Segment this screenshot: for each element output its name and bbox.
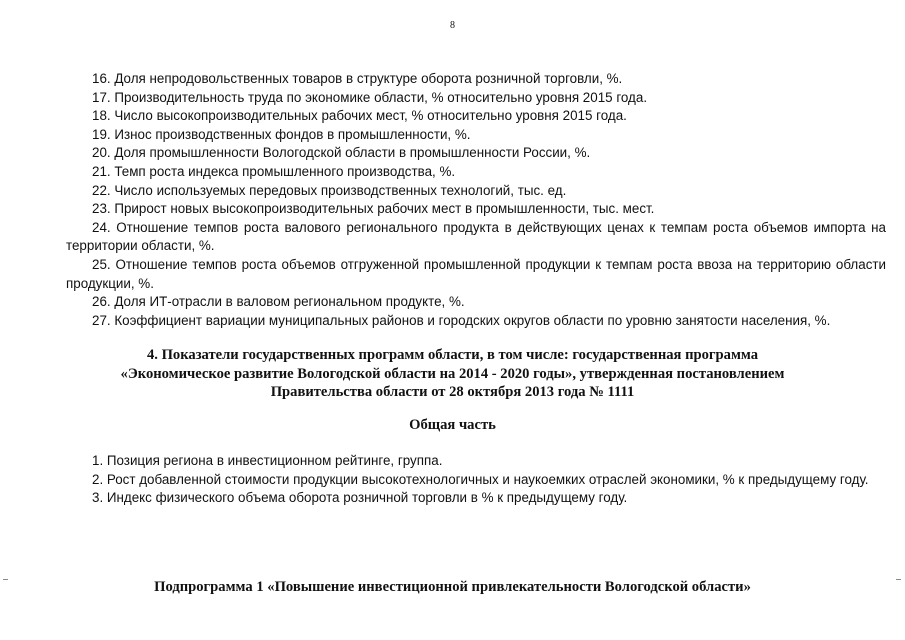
indicators-list	[66, 70, 886, 330]
list-item: 20. Доля промышленности Вологодской области в промышленности России, %.	[92, 145, 591, 161]
list-item: 1. Позиция региона в инвестиционном рейтинге, группа.	[92, 453, 443, 468]
list-item: 3. Индекс физического объема оборота розничной торговли в % к предыдущему году.	[92, 490, 628, 506]
list-item: 27. Коэффициент вариации муниципальных районов и городских округов области по уровню занятости населения, %.	[92, 312, 831, 328]
section-heading-line: «Экономическое развитие Вологодской области на 2014 - 2020 годы», утвержденная постановлением	[120, 365, 785, 382]
list-item: 18. Число высокопроизводительных рабочих мест, % относительно уровня 2015 года.	[92, 108, 627, 124]
list-item: 22. Число используемых передовых производственных технологий, тыс. ед.	[92, 182, 567, 198]
page-number: 8	[450, 20, 455, 31]
list-item: 19. Износ производственных фондов в промышленности, %.	[92, 126, 471, 142]
list-item: 25. Отношение темпов роста объемов отгруженной промышленной продукции к темпам роста ввоза на территорию области продукции, %.	[66, 256, 886, 291]
general-part-list	[66, 452, 886, 508]
list-item: 16. Доля непродовольственных товаров в структуре оборота розничной торговли, %.	[92, 71, 623, 86]
list-item: 2. Рост добавленной стоимости продукции высокотехнологичных и наукоемких отраслей экономики, % к предыдущему году.	[92, 471, 869, 487]
section-heading-line: 4. Показатели государственных программ области, в том числе: государственная программа	[146, 347, 759, 363]
list-item: 17. Производительность труда по экономике области, % относительно уровня 2015 года.	[92, 89, 648, 105]
list-item: 21. Темп роста индекса промышленного производства, %.	[92, 163, 456, 179]
general-part-heading: Общая часть	[409, 417, 496, 433]
list-item: 23. Прирост новых высокопроизводительных рабочих мест в промышленности, тыс. мест.	[92, 201, 655, 217]
section-heading-line: Правительства области от 28 октября 2013 года № 1111	[270, 384, 635, 400]
list-item: 26. Доля ИТ-отрасли в валовом региональном продукте, %.	[92, 294, 465, 310]
subprogram-heading: Подпрограмма 1 «Повышение инвестиционной привлекательности Вологодской области»	[154, 579, 751, 595]
section-heading	[0, 346, 905, 402]
list-item: 24. Отношение темпов роста валового регионального продукта в действующих ценах к темпам роста объемов импорта на территории области, %.	[66, 219, 886, 254]
